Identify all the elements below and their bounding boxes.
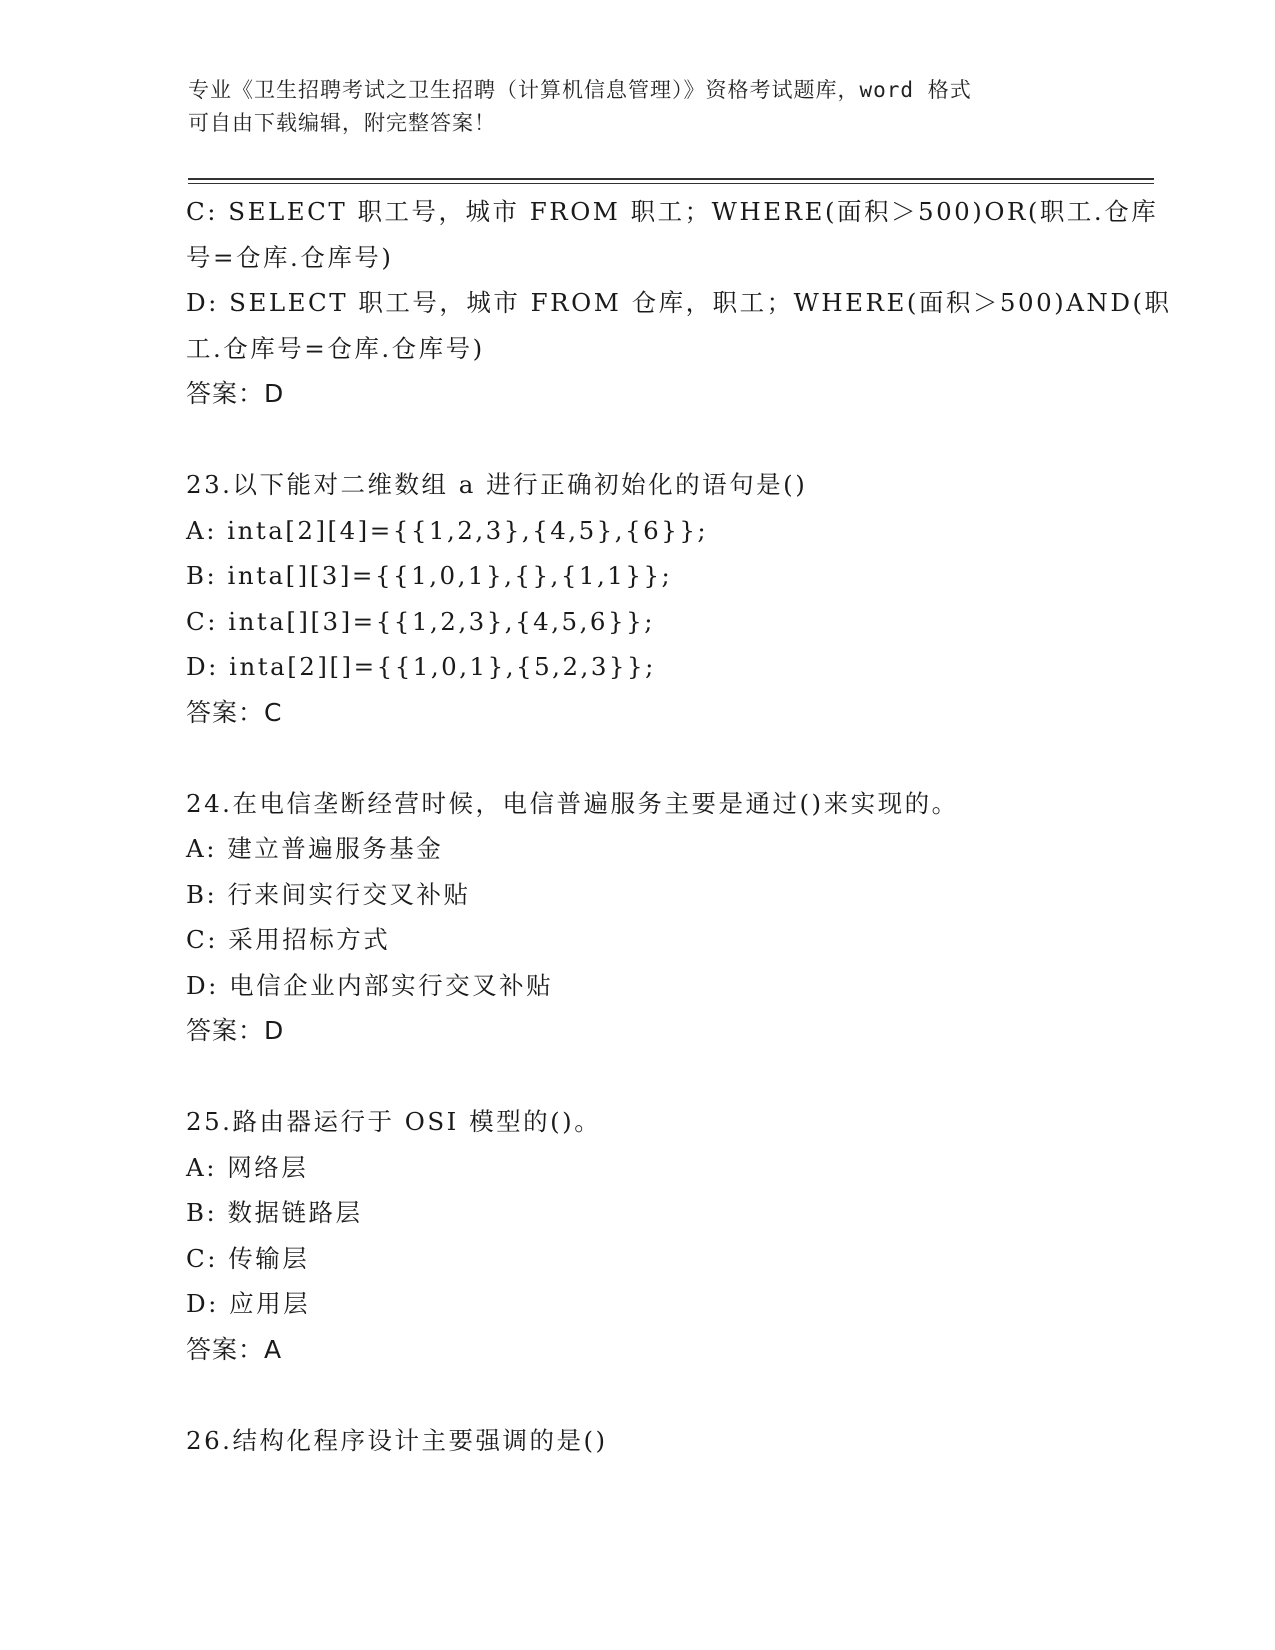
option-c: C: inta[][3]={{1,2,3},{4,5,6}}; (186, 606, 655, 636)
spacer (186, 735, 1086, 781)
document-header (188, 74, 1068, 140)
question-stem: 24.在电信垄断经营时候，电信普遍服务主要是通过()来实现的。 (186, 788, 959, 818)
answer-line: 答案：C (186, 697, 283, 727)
option-a: A: 建立普遍服务基金 (186, 834, 444, 863)
option-c-line-1: C: SELECT 职工号，城市 FROM 职工；WHERE(面积＞500)OR(职工.仓库 (186, 197, 1159, 226)
header-divider-thin (188, 183, 1154, 184)
option-d: D: 电信企业内部实行交叉补贴 (186, 970, 554, 1000)
option-d-line-2: 工.仓库号=仓库.仓库号) (186, 333, 485, 363)
option-d: D: inta[2][]={{1,0,1},{5,2,3}}; (186, 652, 656, 681)
option-b: B: 行来间实行交叉补贴 (186, 879, 471, 909)
answer-line: 答案：D (186, 1016, 285, 1045)
question-22-continuation (186, 189, 1172, 417)
question-stem: 25.路由器运行于 OSI 模型的()。 (186, 1107, 602, 1136)
header-line-2: 可自由下载编辑，附完整答案！ (188, 111, 496, 135)
option-c-line-2: 号=仓库.仓库号) (186, 242, 394, 272)
option-c: C: 采用招标方式 (186, 925, 391, 954)
option-a: A: 网络层 (186, 1152, 309, 1182)
spacer (186, 1372, 1086, 1418)
option-a: A: inta[2][4]={{1,2,3},{4,5},{6}}; (186, 515, 709, 545)
question-23 (186, 462, 1086, 735)
answer-line: 答案：D (186, 379, 285, 408)
answer-line: 答案：A (186, 1334, 283, 1364)
header-line-1: 专业《卫生招聘考试之卫生招聘（计算机信息管理）》资格考试题库，word 格式 (188, 78, 972, 102)
question-25 (186, 1099, 1086, 1372)
question-26 (186, 1418, 1086, 1464)
question-stem: 26.结构化程序设计主要强调的是() (186, 1425, 608, 1455)
option-d-line-1: D: SELECT 职工号，城市 FROM 仓库，职工；WHERE(面积＞500)AND(职 (186, 288, 1172, 317)
option-d: D: 应用层 (186, 1289, 311, 1318)
option-c: C: 传输层 (186, 1243, 310, 1273)
question-24 (186, 781, 1086, 1054)
option-b: B: 数据链路层 (186, 1198, 363, 1227)
spacer (186, 417, 1086, 463)
question-content (186, 189, 1172, 1463)
header-divider (188, 178, 1154, 180)
option-b: B: inta[][3]={{1,0,1},{},{1,1}}; (186, 561, 673, 590)
spacer (186, 1054, 1086, 1100)
question-stem: 23.以下能对二维数组 a 进行正确初始化的语句是() (186, 470, 808, 499)
